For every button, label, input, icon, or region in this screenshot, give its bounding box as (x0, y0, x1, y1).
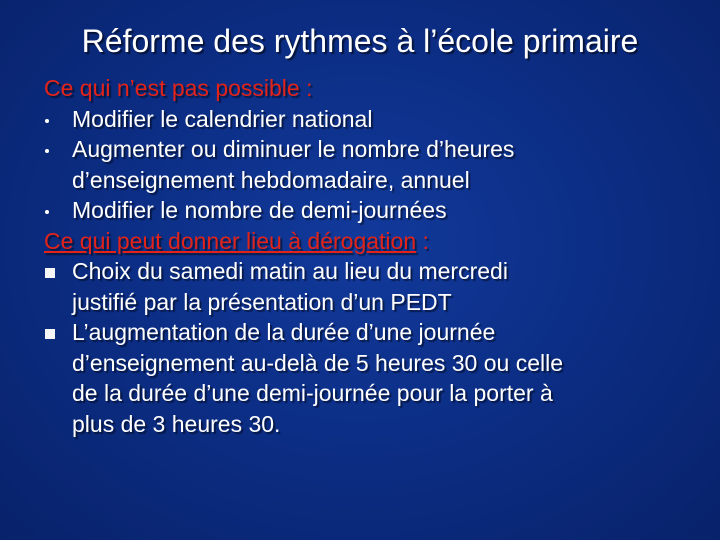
small-dot-bullet-icon (44, 104, 72, 134)
list-item-line: justifié par la présentation d’un PEDT (72, 288, 452, 315)
list-item (44, 195, 704, 226)
list-item-line: L’augmentation de la durée d’une journée (72, 319, 496, 345)
list-item-line: Choix du samedi matin au lieu du mercredi (72, 258, 508, 284)
square-bullet-icon (44, 256, 72, 286)
section-heading-derogation (44, 226, 704, 257)
list-item-line: d’enseignement hebdomadaire, annuel (72, 166, 470, 193)
slide-content (44, 73, 704, 439)
square-bullet-icon (44, 317, 72, 347)
derogation-heading-text: Ce qui peut donner lieu à dérogation (44, 227, 417, 254)
small-dot-bullet-icon (44, 134, 72, 164)
list-item (44, 104, 704, 135)
list-item-line: d’enseignement au-delà de 5 heures 30 ou celle (72, 349, 564, 376)
list-item (44, 256, 704, 317)
list-item-line: Modifier le calendrier national (72, 105, 373, 132)
derogation-heading-suffix: : (416, 227, 429, 254)
list-item-line: Augmenter ou diminuer le nombre d’heures (72, 136, 515, 162)
small-dot-bullet-icon (44, 195, 72, 225)
list-item-line: plus de 3 heures 30. (72, 410, 281, 437)
not-possible-list (44, 104, 704, 226)
slide-title: Réforme des rythmes à l’école primaire (81, 23, 639, 59)
derogation-list (44, 256, 704, 439)
list-item-line: Modifier le nombre de demi-journées (72, 197, 447, 223)
section-heading-not-possible: Ce qui n’est pas possible : (44, 75, 313, 101)
list-item (44, 317, 704, 439)
list-item-line: de la durée d’une demi-journée pour la porter à (72, 380, 553, 406)
list-item (44, 134, 704, 195)
